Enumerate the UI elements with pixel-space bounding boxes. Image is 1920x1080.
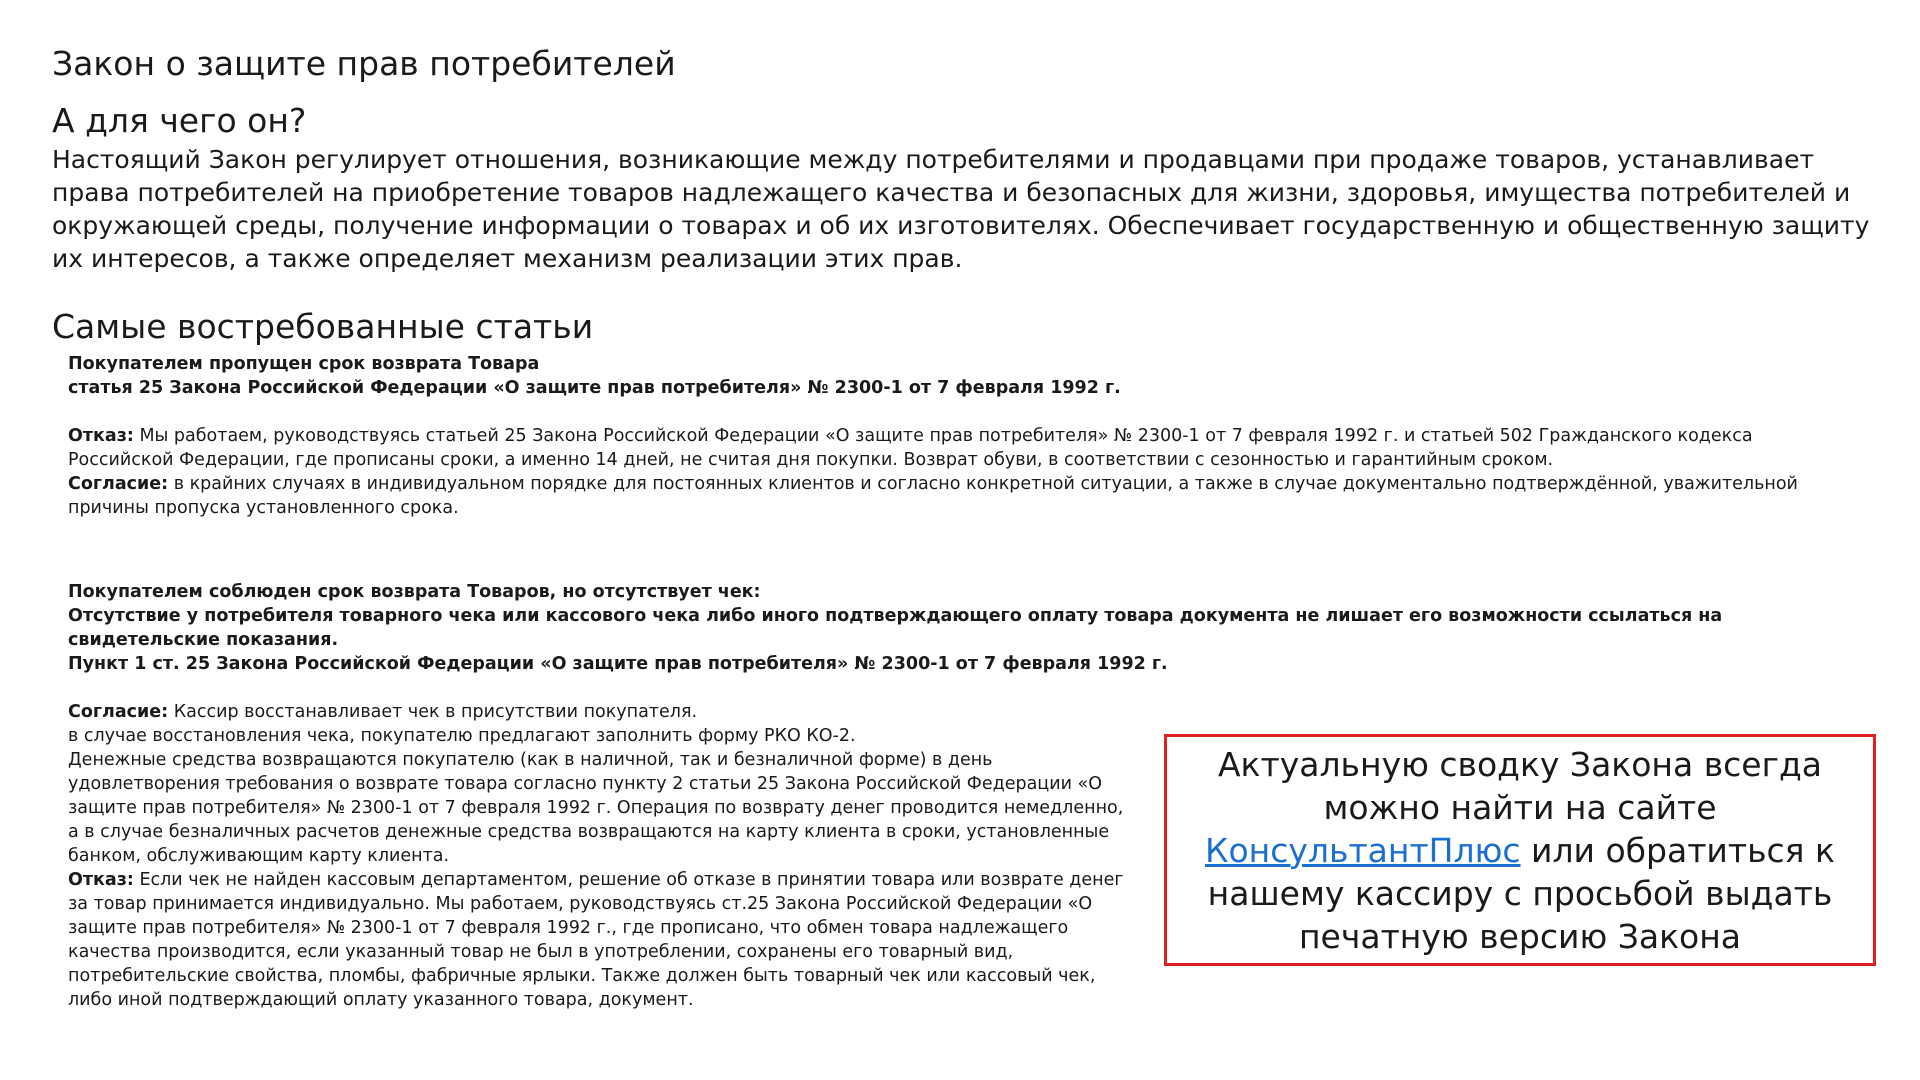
consent-paragraph [68, 700, 1128, 724]
consent-paragraph [68, 472, 1838, 520]
refusal-paragraph [68, 424, 1838, 472]
notice-box [1164, 734, 1876, 966]
consent-label: Согласие: [68, 702, 169, 722]
page-title: Закон о защите прав потребителей [52, 44, 676, 83]
notice-text-after: или обратиться к нашему кассиру с просьбой выдать печатную версию Закона [1207, 830, 1835, 956]
consultant-plus-link[interactable]: КонсультантПлюс [1205, 830, 1521, 870]
article-reference: Пункт 1 ст. 25 Закона Российской Федерации «О защите прав потребителя» № 2300-1 от 7 февраля 1992 г. [68, 654, 1168, 674]
notice-text-before: Актуальную сводку Закона всегда можно найти на сайте [1217, 744, 1822, 827]
article-missed-deadline [68, 352, 1838, 520]
consent-text: в крайних случаях в индивидуальном порядке для постоянных клиентов и согласно конкретной ситуации, а также в случае документально подтверждённой, уважительной причины пропуска установленного срока. [68, 474, 1798, 518]
intro-paragraph: Настоящий Закон регулирует отношения, возникающие между потребителями и продавцами при продаже товаров, устанавливает права потребителей на приобретение товаров надлежащего качества и безопасных для жизни, здоровья, имущества потребителей и окружающей среды, получение информации о товарах и об их изготовителях. Обеспечивает государственную и общественную защиту их интересов, а также определяет механизм реализации этих прав. [52, 145, 1870, 273]
spacer [68, 400, 1838, 424]
refusal-paragraph [68, 868, 1128, 1012]
consent-label: Согласие: [68, 474, 169, 494]
refusal-text: Если чек не найден кассовым департаментом, решение об отказе в принятии товара или возврате денег за товар принимается индивидуально. Мы работаем, руководствуясь ст.25 Закона Российской Федерации «О защите прав потребителя» № 2300-1 от 7 февраля 1992 г., где прописано, что обмен товара надлежащего качества производится, если указанный товар не был в употреблении, сохранены его товарный вид, потребительские свойства, пломбы, фабричные ярлыки. Также должен быть товарный чек или кассовый чек, либо иной подтверждающий оплату указанного товара, документ. [68, 870, 1124, 1010]
refund-paragraph: Денежные средства возвращаются покупателю (как в наличной, так и безналичной форме) в день удовлетворения требования о возврате товара согласно пункту 2 статьи 25 Закона Российской Федерации «О защите прав потребителя» № 2300-1 от 7 февраля 1992 г. Операция по возврату денег проводится немедленно, а в случае безналичных расчетов денежные средства возвращаются на карту клиента в сроки, установленные банком, обслуживающим карту клиента. [68, 750, 1124, 866]
refusal-label: Отказ: [68, 870, 134, 890]
article-no-receipt-body [68, 700, 1128, 1012]
article-note: Отсутствие у потребителя товарного чека или кассового чека либо иного подтверждающего оплату товара документа не лишает его возможности ссылаться на свидетельские показания. [68, 606, 1723, 650]
article-reference: статья 25 Закона Российской Федерации «О защите прав потребителя» № 2300-1 от 7 февраля 1992 г. [68, 378, 1121, 398]
consent-text: Кассир восстанавливает чек в присутствии покупателя. [168, 702, 698, 722]
page-subtitle: А для чего он? [52, 101, 307, 140]
section-title: Самые востребованные статьи [52, 307, 594, 346]
consent-form-line: в случае восстановления чека, покупателю предлагают заполнить форму РКО КО-2. [68, 726, 856, 746]
article-no-receipt [68, 580, 1828, 676]
refusal-label: Отказ: [68, 426, 134, 446]
article-heading: Покупателем пропущен срок возврата Товара [68, 354, 540, 374]
article-heading: Покупателем соблюден срок возврата Товаров, но отсутствует чек: [68, 582, 761, 602]
refusal-text: Мы работаем, руководствуясь статьей 25 Закона Российской Федерации «О защите прав потребителя» № 2300-1 от 7 февраля 1992 г. и статьей 502 Гражданского кодекса Российской Федерации, где прописаны сроки, а именно 14 дней, не считая дня покупки. Возврат обуви, в соответствии с сезонностью и гарантийным сроком. [68, 426, 1753, 470]
notice-text [1191, 743, 1849, 958]
